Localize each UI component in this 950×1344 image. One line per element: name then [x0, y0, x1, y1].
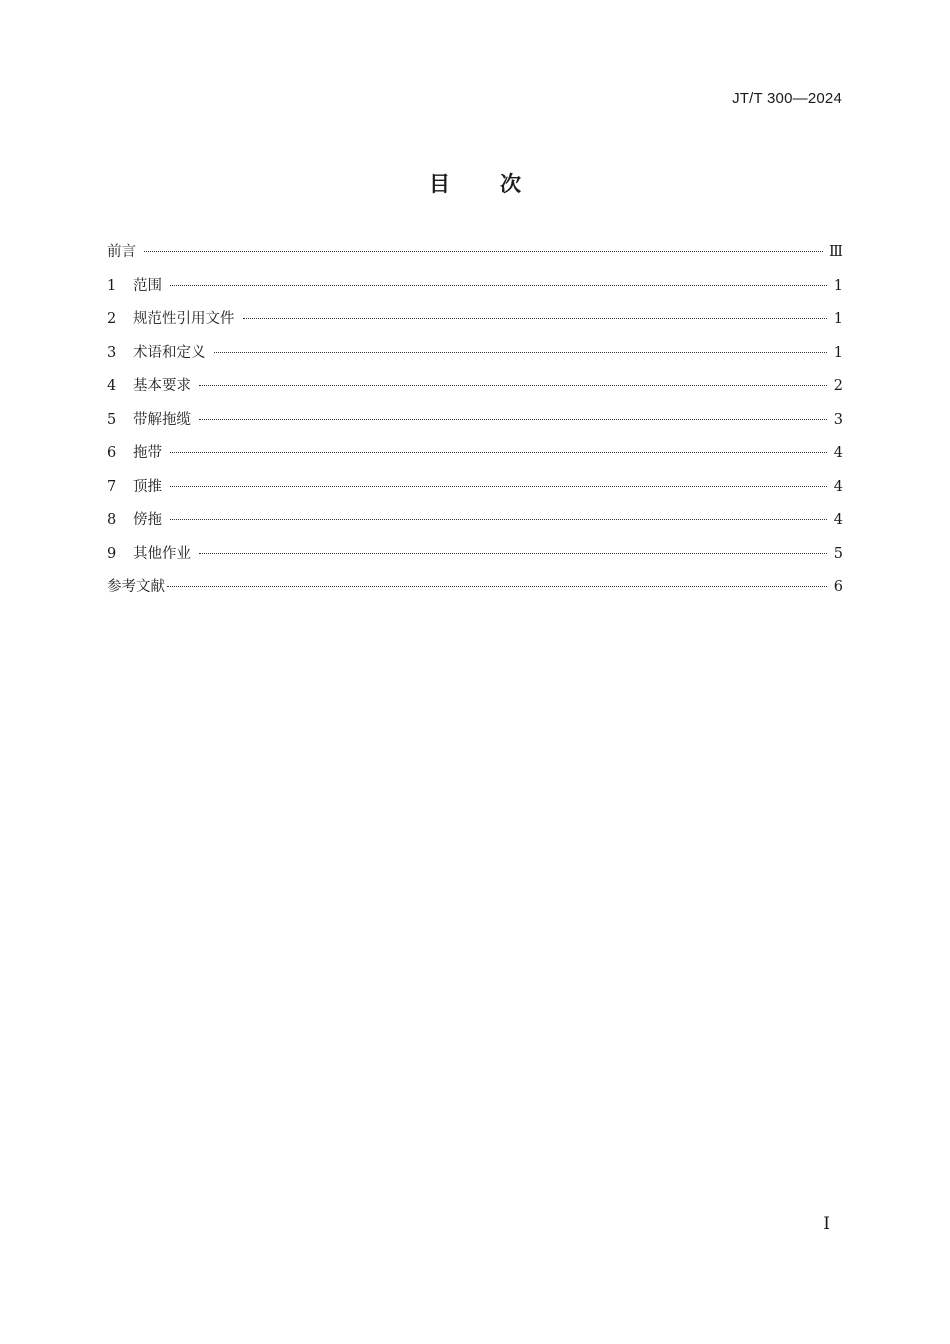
toc-entry-number: 5	[107, 411, 117, 428]
toc-entry-references[interactable]	[107, 575, 843, 609]
toc-entry-page: 1	[833, 311, 843, 327]
toc-leader-dots	[167, 586, 827, 587]
toc-entry-number: 2	[107, 311, 117, 327]
toc-entry-foreword[interactable]	[107, 240, 843, 274]
toc-entry-page: 1	[833, 277, 843, 294]
toc-entry-2[interactable]	[107, 307, 843, 341]
toc-entry-page: 5	[833, 545, 843, 562]
toc-entry-label: 术语和定义	[133, 344, 206, 361]
toc-leader-dots	[170, 486, 827, 487]
toc-leader-dots	[243, 318, 828, 319]
toc-leader-dots	[170, 519, 827, 520]
toc-entry-page: 3	[833, 411, 843, 428]
toc-entry-number: 6	[107, 445, 117, 461]
toc-entry-number: 7	[107, 478, 117, 495]
standard-code: JT/T 300—2024	[732, 90, 842, 107]
toc-list	[107, 240, 843, 609]
toc-entry-number: 3	[107, 344, 117, 361]
toc-entry-page: 2	[833, 378, 843, 394]
toc-leader-dots	[170, 452, 827, 453]
toc-leader-dots	[144, 251, 823, 252]
toc-entry-page: 4	[833, 445, 843, 461]
toc-entry-number: 4	[107, 378, 117, 394]
toc-entry-3[interactable]	[107, 341, 843, 375]
toc-entry-label: 基本要求	[133, 378, 191, 394]
toc-entry-number: 9	[107, 545, 117, 562]
toc-leader-dots	[199, 385, 827, 386]
toc-entry-label: 范围	[133, 277, 162, 294]
toc-entry-page: 4	[833, 512, 843, 528]
toc-entry-8[interactable]	[107, 508, 843, 542]
toc-leader-dots	[199, 553, 827, 554]
toc-entry-5[interactable]	[107, 408, 843, 442]
toc-entry-label: 带解拖缆	[133, 411, 191, 428]
toc-entry-label: 参考文献	[107, 579, 165, 595]
toc-leader-dots	[199, 419, 827, 420]
toc-entry-7[interactable]	[107, 475, 843, 509]
toc-entry-9[interactable]	[107, 542, 843, 576]
toc-entry-label: 顶推	[133, 478, 162, 495]
toc-leader-dots	[214, 352, 828, 353]
toc-entry-number: 8	[107, 512, 117, 528]
toc-entry-label: 傍拖	[133, 512, 162, 528]
toc-entry-label: 前言	[107, 244, 136, 260]
toc-entry-1[interactable]	[107, 274, 843, 308]
toc-entry-number: 1	[107, 277, 117, 294]
toc-entry-label: 规范性引用文件	[133, 311, 235, 327]
toc-entry-page: 4	[833, 478, 843, 495]
toc-entry-label: 拖带	[133, 445, 162, 461]
toc-entry-6[interactable]	[107, 441, 843, 475]
page-number: I	[823, 1214, 830, 1234]
toc-entry-page: 6	[833, 579, 843, 595]
toc-leader-dots	[170, 285, 827, 286]
toc-entry-page: Ⅲ	[829, 244, 843, 260]
toc-entry-page: 1	[833, 344, 843, 361]
toc-entry-label: 其他作业	[133, 545, 191, 562]
toc-title: 目次	[429, 172, 571, 196]
toc-entry-4[interactable]	[107, 374, 843, 408]
